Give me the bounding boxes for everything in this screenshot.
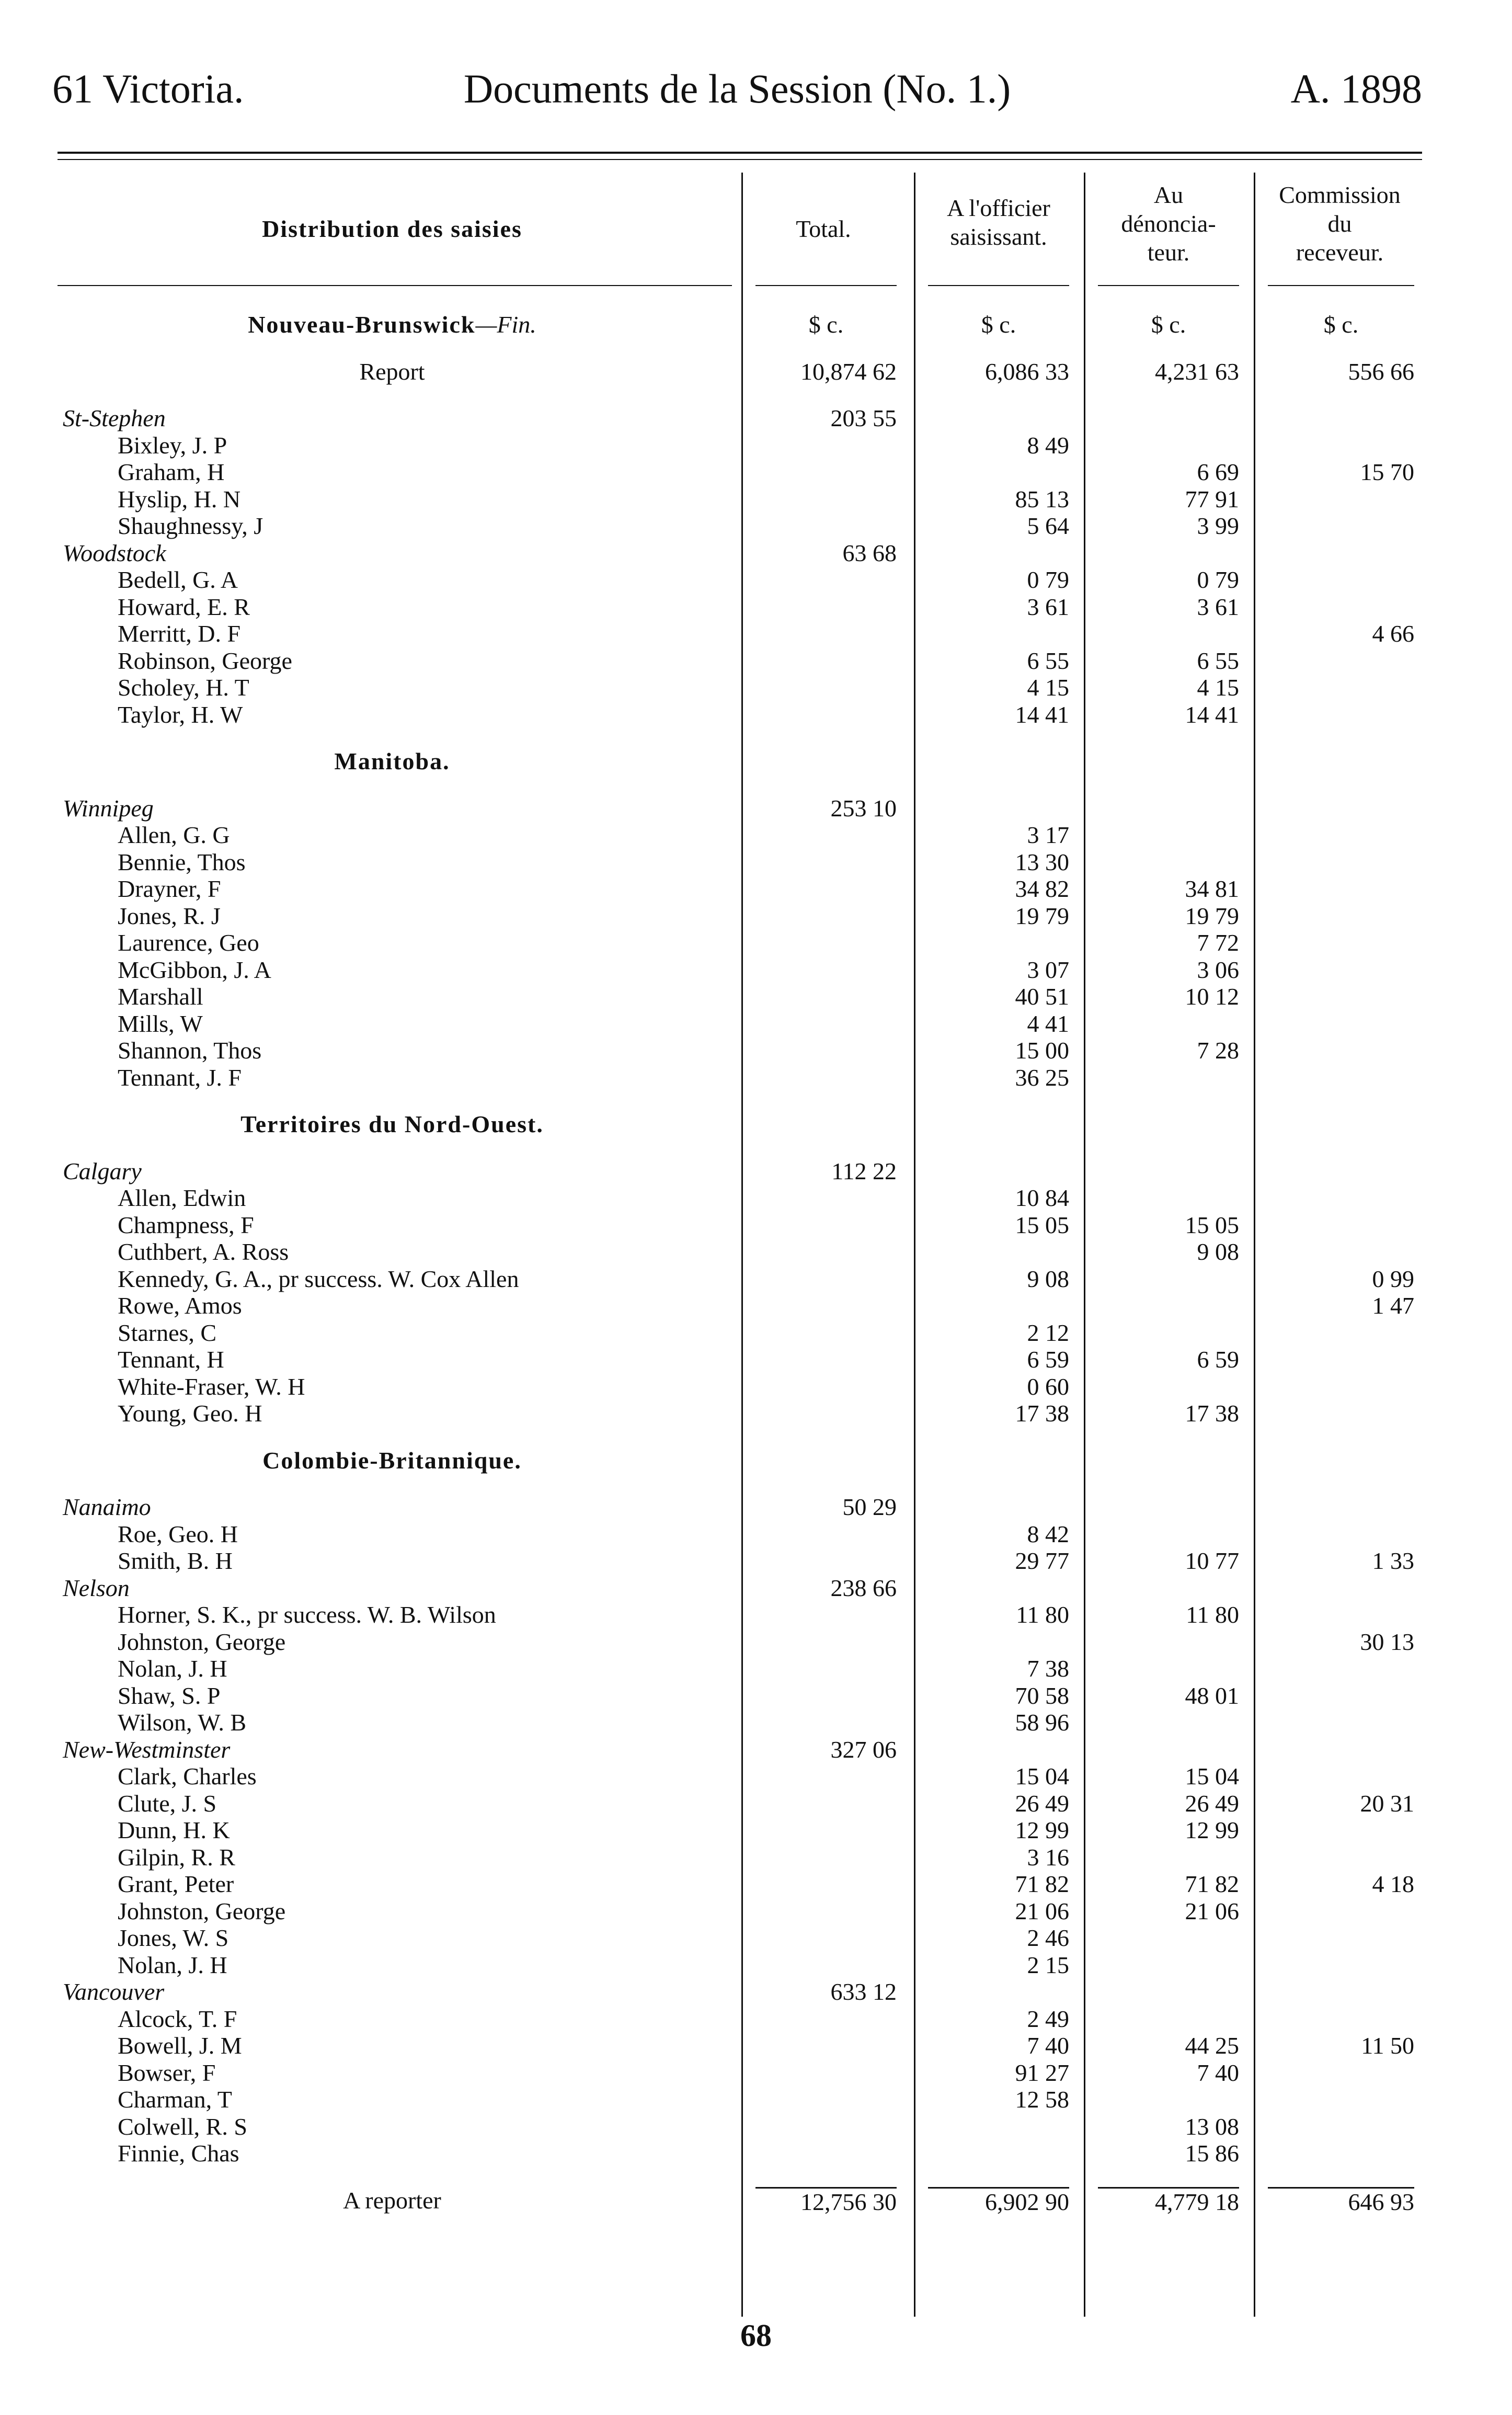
row-label: Mills, W <box>118 1010 203 1037</box>
denonciateur-value: 3 99 <box>1197 512 1239 539</box>
officier-value: 11 80 <box>1016 1601 1069 1628</box>
commission-total: 646 93 <box>1268 2187 1414 2216</box>
officier-value: 7 40 <box>1027 2032 1069 2059</box>
denonciateur-value: 26 49 <box>1185 1790 1239 1817</box>
row-label: Allen, Edwin <box>118 1184 246 1211</box>
officier-value: 5 64 <box>1027 512 1069 539</box>
denonciateur-value: 77 91 <box>1185 485 1239 512</box>
total-value: 327 06 <box>830 1736 897 1763</box>
row-label: Nanaimo <box>63 1494 151 1520</box>
commission-value: 20 31 <box>1360 1790 1414 1817</box>
denonciateur-value: 48 01 <box>1185 1682 1239 1709</box>
table-row <box>0 1521 1512 1548</box>
location-row <box>0 1494 1512 1521</box>
row-label: Young, Geo. H <box>118 1400 262 1427</box>
table-row <box>0 1010 1512 1038</box>
row-label: Merritt, D. F <box>118 620 241 647</box>
row-label: Taylor, H. W <box>118 701 243 728</box>
table-row <box>0 1212 1512 1239</box>
total-value: 63 68 <box>842 539 897 566</box>
table-row <box>0 486 1512 513</box>
officier-value: 4 41 <box>1027 1010 1069 1037</box>
table-row <box>0 956 1512 984</box>
table-row <box>0 822 1512 849</box>
officier-value: 91 27 <box>1015 2059 1069 2086</box>
denonciateur-value: 34 81 <box>1185 875 1239 902</box>
row-label: Calgary <box>63 1157 142 1184</box>
row-spacer <box>0 338 1512 358</box>
location-row <box>0 1575 1512 1602</box>
section-title <box>58 311 727 338</box>
commission-value: 1 33 <box>1372 1547 1414 1574</box>
table-row <box>0 1763 1512 1790</box>
denonciateur-value: 3 61 <box>1197 593 1239 620</box>
row-label: Nolan, J. H <box>118 1951 227 1978</box>
total-value: 253 10 <box>830 794 897 822</box>
section-heading-row <box>0 311 1512 338</box>
session-volume: 61 Victoria. <box>52 66 244 111</box>
section-title-text: Manitoba. <box>334 748 450 774</box>
table-row <box>0 929 1512 956</box>
commission-value: 556 66 <box>1348 358 1414 385</box>
table-row <box>0 1709 1512 1736</box>
officier-value: 2 12 <box>1027 1319 1069 1346</box>
row-label: Grant, Peter <box>118 1871 234 1897</box>
row-label: Howard, E. R <box>118 593 250 620</box>
row-label: Roe, Geo. H <box>118 1520 238 1547</box>
row-label: Scholey, H. T <box>118 674 249 701</box>
row-label: Champness, F <box>118 1211 254 1238</box>
table-row <box>0 2032 1512 2059</box>
officier-value: 14 41 <box>1015 701 1069 728</box>
total-value: 112 22 <box>831 1157 897 1184</box>
row-label: Marshall <box>118 983 203 1010</box>
table-row <box>0 1817 1512 1844</box>
denonciateur-value: 12 99 <box>1185 1817 1239 1843</box>
table-row <box>0 1400 1512 1427</box>
section-title-text: Territoires du Nord-Ouest. <box>240 1111 544 1137</box>
header-separator <box>58 285 732 286</box>
row-label: Rowe, Amos <box>118 1292 242 1319</box>
table-row <box>0 432 1512 459</box>
column-header-total: Total. <box>796 215 851 242</box>
denonciateur-value: 9 08 <box>1197 1238 1239 1265</box>
table-row <box>0 674 1512 701</box>
table-row <box>0 2059 1512 2087</box>
row-label: Winnipeg <box>63 794 154 822</box>
table-row <box>0 1790 1512 1817</box>
currency-unit: $ c. <box>981 311 1016 338</box>
table-row <box>0 1601 1512 1628</box>
table-row <box>0 1184 1512 1212</box>
denonciateur-value: 44 25 <box>1185 2032 1239 2059</box>
row-label: Jones, R. J <box>118 902 221 929</box>
row-label: Alcock, T. F <box>118 2005 237 2032</box>
section-heading-row <box>0 748 1512 775</box>
row-label: A reporter <box>343 2186 441 2214</box>
row-label: Johnston, George <box>118 1897 286 1924</box>
row-label: St-Stephen <box>63 405 166 431</box>
denonciateur-value: 7 40 <box>1197 2059 1239 2086</box>
row-spacer <box>0 385 1512 405</box>
denonciateur-value: 19 79 <box>1185 902 1239 929</box>
table-row <box>0 1292 1512 1319</box>
officier-value: 4 15 <box>1027 674 1069 701</box>
denonciateur-value: 4,231 63 <box>1155 358 1239 385</box>
denonciateur-value: 17 38 <box>1185 1400 1239 1427</box>
table-row <box>0 2086 1512 2113</box>
table-row <box>0 2006 1512 2033</box>
row-label: Cuthbert, A. Ross <box>118 1238 289 1265</box>
column-header-distribution: Distribution des saisies <box>262 215 522 242</box>
denonciateur-value: 71 82 <box>1185 1871 1239 1897</box>
officier-value: 6 55 <box>1027 647 1069 674</box>
row-label: Starnes, C <box>118 1319 217 1346</box>
denonciateur-value: 7 72 <box>1197 929 1239 956</box>
denonciateur-value: 15 86 <box>1185 2140 1239 2167</box>
report-row <box>0 358 1512 385</box>
row-label: Colwell, R. S <box>118 2113 247 2140</box>
commission-value: 1 47 <box>1372 1292 1414 1319</box>
officier-value: 15 00 <box>1015 1037 1069 1064</box>
officier-value: 26 49 <box>1015 1790 1069 1817</box>
officier-value: 7 38 <box>1027 1655 1069 1682</box>
denonciateur-total: 4,779 18 <box>1098 2187 1239 2216</box>
officier-value: 36 25 <box>1015 1064 1069 1091</box>
header-separator <box>1268 285 1414 286</box>
header-separator <box>755 285 897 286</box>
officier-value: 34 82 <box>1015 875 1069 902</box>
row-label: Nolan, J. H <box>118 1655 227 1682</box>
denonciateur-value: 21 06 <box>1185 1897 1239 1924</box>
row-label: Woodstock <box>63 539 166 566</box>
commission-value: 0 99 <box>1372 1265 1414 1292</box>
commission-value: 4 66 <box>1372 620 1414 647</box>
row-label: Shaw, S. P <box>118 1682 221 1709</box>
officier-value: 3 16 <box>1027 1843 1069 1871</box>
table-row <box>0 1924 1512 1952</box>
denonciateur-value: 11 80 <box>1186 1601 1239 1628</box>
officier-total: 6,902 90 <box>928 2187 1069 2216</box>
location-row <box>0 795 1512 822</box>
table-row <box>0 849 1512 876</box>
table-row <box>0 1547 1512 1575</box>
table-row <box>0 1844 1512 1871</box>
denonciateur-value: 15 04 <box>1185 1763 1239 1790</box>
commission-value: 15 70 <box>1360 459 1414 485</box>
row-label: New-Westminster <box>63 1736 231 1763</box>
location-row <box>0 405 1512 432</box>
commission-value: 30 13 <box>1360 1628 1414 1655</box>
total-value: 238 66 <box>830 1574 897 1601</box>
section-title-text: Nouveau-Brunswick <box>248 311 476 338</box>
officier-value: 19 79 <box>1015 902 1069 929</box>
table-row <box>0 1319 1512 1347</box>
table-row <box>0 983 1512 1010</box>
officier-value: 21 06 <box>1015 1897 1069 1924</box>
denonciateur-value: 6 69 <box>1197 459 1239 485</box>
row-label: Bennie, Thos <box>118 848 246 875</box>
table-row <box>0 1238 1512 1266</box>
table-row <box>0 701 1512 728</box>
row-label: Laurence, Geo <box>118 929 259 956</box>
row-label: Report <box>359 358 425 385</box>
officier-value: 85 13 <box>1015 485 1069 512</box>
table-row <box>0 1628 1512 1656</box>
row-label: Jones, W. S <box>118 1924 229 1951</box>
header-separator <box>1098 285 1239 286</box>
table-row <box>0 1266 1512 1293</box>
header-rule <box>58 152 1422 154</box>
row-label: Clark, Charles <box>118 1763 257 1790</box>
total-value: 10,874 62 <box>800 358 897 385</box>
location-row <box>0 1736 1512 1763</box>
row-label: Nelson <box>63 1574 130 1601</box>
row-spacer <box>0 775 1512 795</box>
table-row <box>0 566 1512 594</box>
officier-value: 71 82 <box>1015 1871 1069 1897</box>
section-heading-row <box>0 1447 1512 1474</box>
row-label: Kennedy, G. A., pr success. W. Cox Allen <box>118 1265 519 1292</box>
officier-value: 2 15 <box>1027 1951 1069 1978</box>
officier-value: 8 49 <box>1027 431 1069 459</box>
table-row <box>0 903 1512 930</box>
commission-value: 11 50 <box>1361 2032 1414 2059</box>
row-label: Shaughnessy, J <box>118 512 264 539</box>
location-row <box>0 1978 1512 2006</box>
page-header <box>52 60 1422 118</box>
row-spacer <box>0 1427 1512 1447</box>
table-row <box>0 1373 1512 1400</box>
officier-value: 8 42 <box>1027 1520 1069 1547</box>
row-spacer <box>0 1474 1512 1494</box>
column-header-officier: A l'officier saisissant. <box>947 195 1050 250</box>
table-row <box>0 1346 1512 1373</box>
officier-value: 2 49 <box>1027 2005 1069 2032</box>
row-label: Gilpin, R. R <box>118 1843 235 1871</box>
row-label: Johnston, George <box>118 1628 286 1655</box>
table-row <box>0 1064 1512 1091</box>
denonciateur-value: 3 06 <box>1197 956 1239 983</box>
denonciateur-value: 15 05 <box>1185 1211 1239 1238</box>
section-title <box>58 1447 727 1474</box>
denonciateur-value: 7 28 <box>1197 1037 1239 1064</box>
location-row <box>0 540 1512 567</box>
row-label: Wilson, W. B <box>118 1709 247 1736</box>
table-row <box>0 2140 1512 2167</box>
total-value: 633 12 <box>830 1978 897 2005</box>
table-row <box>0 1037 1512 1064</box>
officier-value: 17 38 <box>1015 1400 1069 1427</box>
table-row <box>0 647 1512 675</box>
officier-value: 3 17 <box>1027 822 1069 848</box>
officier-value: 6,086 33 <box>985 358 1069 385</box>
row-label: Shannon, Thos <box>118 1037 262 1064</box>
denonciateur-value: 4 15 <box>1197 674 1239 701</box>
table-row <box>0 512 1512 540</box>
officier-value: 10 84 <box>1015 1184 1069 1211</box>
denonciateur-value: 10 12 <box>1185 983 1239 1010</box>
table-row <box>0 1655 1512 1682</box>
total-value: 50 29 <box>842 1494 897 1520</box>
officier-value: 12 58 <box>1015 2086 1069 2113</box>
denonciateur-value: 6 55 <box>1197 647 1239 674</box>
officier-value: 40 51 <box>1015 983 1069 1010</box>
officier-value: 15 04 <box>1015 1763 1069 1790</box>
currency-unit: $ c. <box>1323 311 1359 338</box>
table-row <box>0 1952 1512 1979</box>
table-row <box>0 875 1512 903</box>
page-number: 68 <box>740 2318 772 2353</box>
officier-value: 2 46 <box>1027 1924 1069 1951</box>
row-label: Charman, T <box>118 2086 232 2113</box>
row-label: Clute, J. S <box>118 1790 217 1817</box>
column-header-denonciateur: Au dénoncia- teur. <box>1121 181 1216 266</box>
row-label: Allen, G. G <box>118 822 230 848</box>
section-title <box>58 1111 727 1138</box>
row-spacer <box>0 1091 1512 1111</box>
denonciateur-value: 14 41 <box>1185 701 1239 728</box>
denonciateur-value: 6 59 <box>1197 1346 1239 1373</box>
officier-value: 0 79 <box>1027 566 1069 593</box>
section-heading-row <box>0 1111 1512 1138</box>
denonciateur-value: 13 08 <box>1185 2113 1239 2140</box>
document-title: Documents de la Session (No. 1.) <box>463 66 1011 111</box>
officier-value: 15 05 <box>1015 1211 1069 1238</box>
row-label: Bedell, G. A <box>118 566 238 593</box>
table-row <box>0 2113 1512 2140</box>
officier-value: 0 60 <box>1027 1373 1069 1400</box>
row-label: Bowser, F <box>118 2059 216 2086</box>
officier-value: 29 77 <box>1015 1547 1069 1574</box>
officier-value: 12 99 <box>1015 1817 1069 1843</box>
officier-value: 3 07 <box>1027 956 1069 983</box>
officier-value: 9 08 <box>1027 1265 1069 1292</box>
header-rule-thin <box>58 159 1422 160</box>
document-year: A. 1898 <box>1290 66 1422 111</box>
row-spacer <box>0 1138 1512 1158</box>
header-separator <box>928 285 1069 286</box>
row-label: Horner, S. K., pr success. W. B. Wilson <box>118 1601 496 1628</box>
total-total: 12,756 30 <box>755 2187 897 2216</box>
row-spacer <box>0 2167 1512 2187</box>
row-label: Graham, H <box>118 459 225 485</box>
officier-value: 3 61 <box>1027 593 1069 620</box>
column-header-commission: Commission du receveur. <box>1279 181 1401 266</box>
seizure-table <box>0 311 1512 2214</box>
row-label: McGibbon, J. A <box>118 956 271 983</box>
row-label: Dunn, H. K <box>118 1817 230 1843</box>
table-row <box>0 1898 1512 1925</box>
table-row <box>0 1682 1512 1710</box>
table-row <box>0 594 1512 621</box>
officier-value: 70 58 <box>1015 1682 1069 1709</box>
total-value: 203 55 <box>830 405 897 431</box>
table-row <box>0 459 1512 486</box>
carry-forward-row <box>0 2187 1512 2214</box>
row-label: Tennant, J. F <box>118 1064 242 1091</box>
section-title <box>58 748 727 775</box>
officier-value: 13 30 <box>1015 848 1069 875</box>
table-row <box>0 1871 1512 1898</box>
officier-value: 6 59 <box>1027 1346 1069 1373</box>
row-label: Hyslip, H. N <box>118 485 241 512</box>
row-label: Finnie, Chas <box>118 2140 239 2167</box>
row-label: Robinson, George <box>118 647 292 674</box>
row-label: Drayner, F <box>118 875 221 902</box>
section-title-suffix: —Fin. <box>475 311 536 338</box>
row-label: Vancouver <box>63 1978 165 2005</box>
officier-value: 58 96 <box>1015 1709 1069 1736</box>
row-label: Tennant, H <box>118 1346 224 1373</box>
row-label: Bixley, J. P <box>118 431 227 459</box>
currency-unit: $ c. <box>1151 311 1186 338</box>
denonciateur-value: 10 77 <box>1185 1547 1239 1574</box>
denonciateur-value: 0 79 <box>1197 566 1239 593</box>
row-spacer <box>0 728 1512 748</box>
row-label: Bowell, J. M <box>118 2032 242 2059</box>
row-label: White-Fraser, W. H <box>118 1373 305 1400</box>
commission-value: 4 18 <box>1372 1871 1414 1897</box>
currency-unit: $ c. <box>808 311 844 338</box>
table-row <box>0 620 1512 647</box>
location-row <box>0 1158 1512 1185</box>
section-title-text: Colombie-Britannique. <box>262 1446 522 1474</box>
row-label: Smith, B. H <box>118 1547 233 1574</box>
